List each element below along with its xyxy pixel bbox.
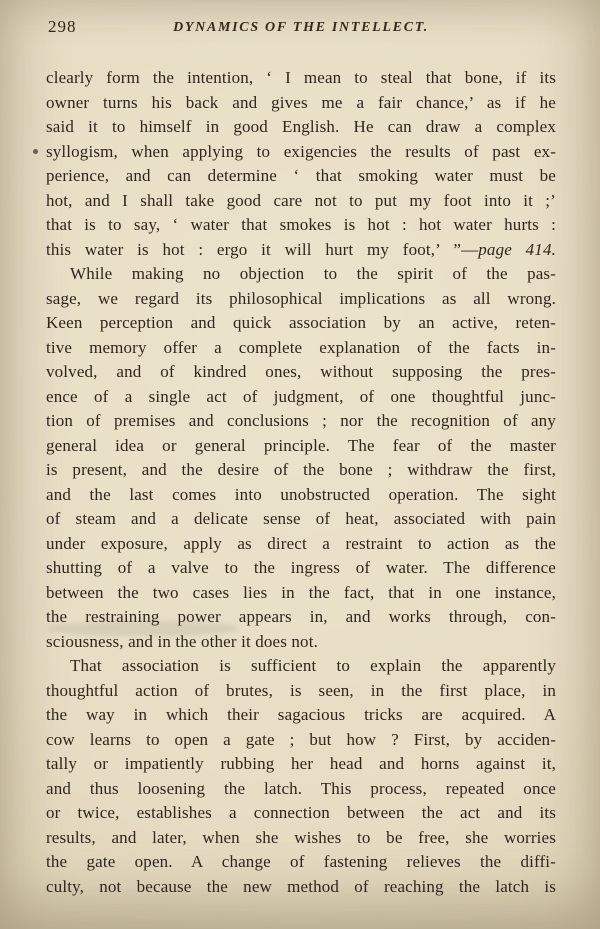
text-line: syllogism, when applying to exigencies the results of past ex- [46,141,556,161]
text-line: and the last comes into unobstructed operation. The sight [46,484,556,504]
text-line: under exposure, apply as direct a restraint to action as the [46,533,556,553]
text-line: volved, and of kindred ones, without supposing the pres- [46,362,556,381]
text-line: that is to say, ‘ water that smokes is hot : hot water hurts : [46,215,556,234]
text-line: shutting of a valve to the ingress of water. The difference [46,558,556,577]
text-line: While making no objection to the spirit of the pas- [70,264,556,283]
paragraph [46,262,556,654]
text-line: said it to himself in good English. He can draw a complex [46,117,556,136]
running-head: DYNAMICS OF THE INTELLECT. [173,20,429,35]
text-segment: this water is hot : ergo it will hurt my foot,’ ”— [46,239,479,259]
text-line: general idea or general principle. The fear of the master [46,435,556,455]
text-line: tive memory offer a complete explanation of the facts in- [46,337,556,357]
page-body [46,66,556,899]
paragraph [46,66,556,262]
text-line: owner turns his back and gives me a fair chance,’ as if he [46,92,556,112]
text-line: clearly form the intention, ‘ I mean to steal that bone, if its [46,68,556,87]
text-line: sage, we regard its philosophical implications as all wrong. [46,288,556,308]
text-line: cow learns to open a gate ; but how ? First, by acciden- [46,729,556,749]
text-line: tally or impatiently rubbing her head and horns against it, [46,754,556,773]
text-line: That association is sufficient to explain the apparently [70,656,556,675]
text-line: ence of a single act of judgment, of one thoughtful junc- [46,386,556,406]
text-line [46,238,556,263]
ink-speck [33,149,38,154]
page-number: 298 [48,17,77,36]
text-line: Keen perception and quick association by an active, reten- [46,313,556,332]
text-line: of steam and a delicate sense of heat, associated with pain [46,509,556,528]
text-line: the restraining power appears in, and works through, con- [46,607,556,626]
text-line: thoughtful action of brutes, is seen, in the first place, in [46,680,556,700]
text-line: between the two cases lies in the fact, that in one instance, [46,582,556,602]
text-line: tion of premises and conclusions ; nor the recognition of any [46,411,556,430]
text-line: sciousness, and in the other it does not. [46,631,318,651]
text-line: hot, and I shall take good care not to put my foot into it ;’ [46,190,556,210]
text-line: is present, and the desire of the bone ; withdraw the first, [46,460,556,479]
text-line: and thus loosening the latch. This process, repeated once [46,778,556,798]
text-line: or twice, establishes a connection between the act and its [46,803,556,822]
paragraph [46,654,556,899]
text-line: culty, not because the new method of reaching the latch is [46,876,556,896]
text-line: the gate open. A change of fastening relieves the diffi- [46,852,556,871]
text-line: results, and later, when she wishes to be free, she worries [46,827,556,847]
page-header [46,17,556,43]
text-line: the way in which their sagacious tricks are acquired. A [46,705,556,724]
citation-italic: page 414. [478,239,556,259]
text-line: perience, and can determine ‘ that smoking water must be [46,166,556,185]
